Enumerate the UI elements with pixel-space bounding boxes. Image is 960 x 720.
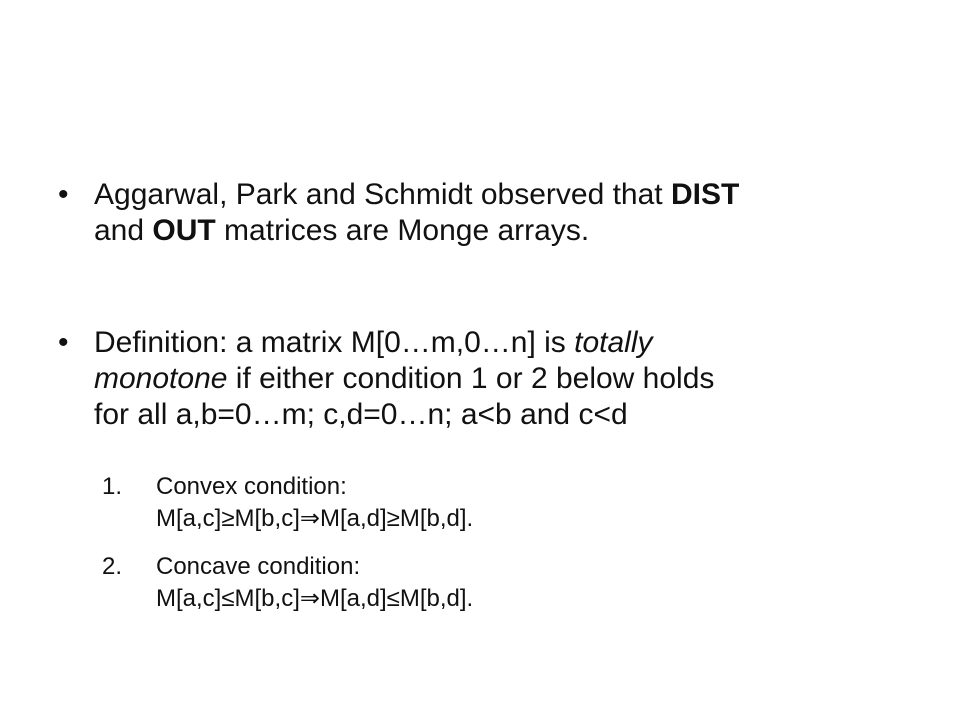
condition-text <box>156 471 856 535</box>
condition-title: Convex condition: <box>156 473 347 500</box>
text-segment: Definition: a matrix M[0…m,0…n] is <box>94 326 575 359</box>
bullet-text <box>94 325 914 433</box>
condition-number: 1. <box>102 473 123 500</box>
bold-term-dist: DIST <box>670 178 740 211</box>
condition-formula: M[a,c]≤M[b,c]⇒M[a,d]≤M[b,d]. <box>156 585 474 612</box>
bullet-marker: • <box>58 326 69 359</box>
text-segment: matrices are Monge arrays. <box>215 214 590 247</box>
bullet-line <box>94 213 914 249</box>
text-segment: if either condition 1 or 2 below holds <box>227 362 715 395</box>
bullet-line <box>94 177 914 213</box>
bullet-line <box>94 361 914 397</box>
condition-number: 2. <box>102 553 123 580</box>
italic-term: totally <box>574 326 653 359</box>
text-segment: and <box>94 214 153 247</box>
bullet-line <box>94 325 914 361</box>
bullet-text <box>94 177 914 249</box>
condition-title: Concave condition: <box>156 553 361 580</box>
text-segment: Aggarwal, Park and Schmidt observed that <box>94 178 671 211</box>
bullet-marker: • <box>58 178 69 211</box>
text-segment: for all a,b=0…m; c,d=0…n; a<b and c<d <box>94 398 628 431</box>
italic-term: monotone <box>94 362 228 395</box>
bullet-line <box>94 397 914 433</box>
condition-formula: M[a,c]≥M[b,c]⇒M[a,d]≥M[b,d]. <box>156 505 474 532</box>
condition-text <box>156 551 856 615</box>
bold-term-out: OUT <box>152 214 216 247</box>
